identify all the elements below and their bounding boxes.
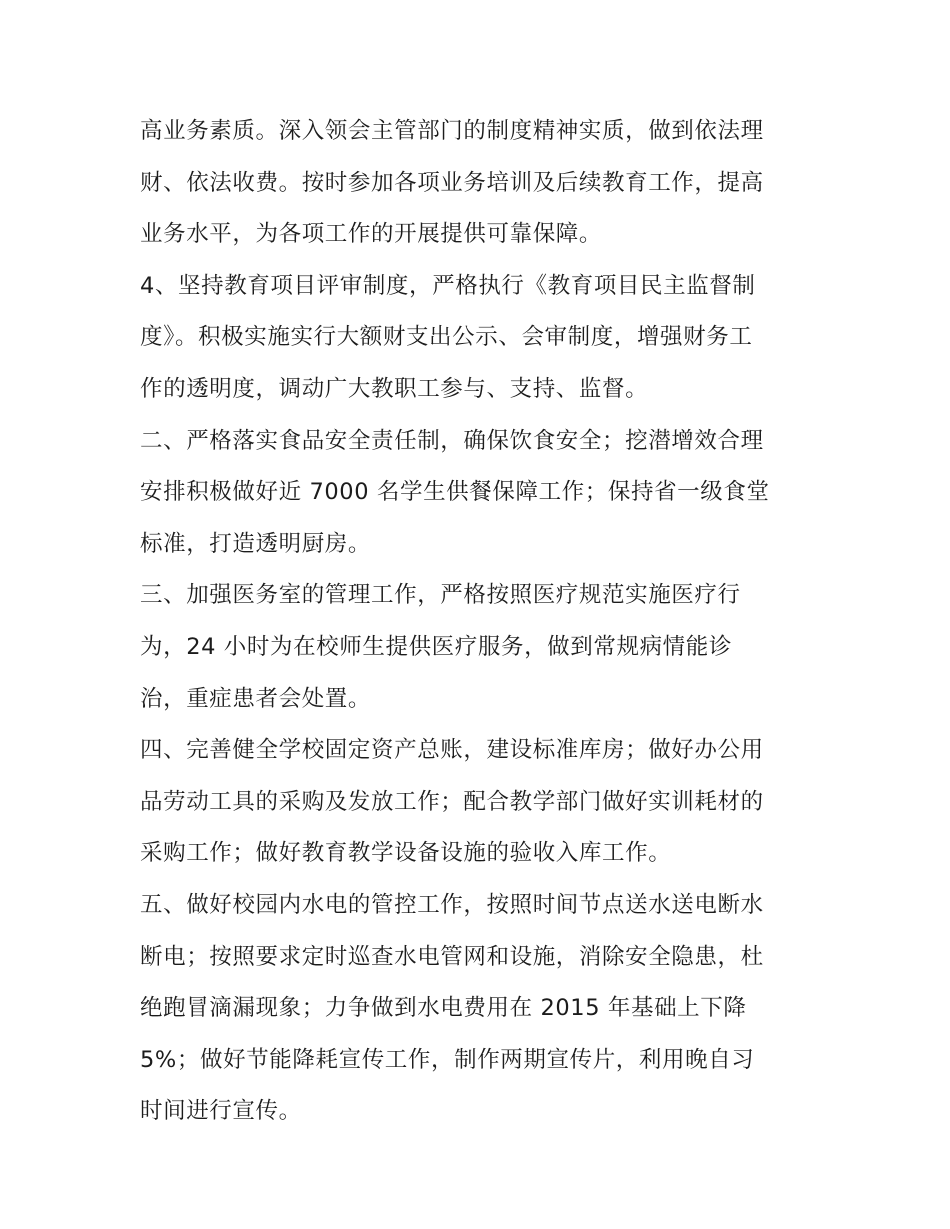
text-line-15: 采购工作；做好教育教学设备设施的验收入库工作。 (140, 840, 672, 867)
text-line-1: 高业务素质。深入领会主管部门的制度精神实质，做到依法理 (140, 118, 764, 144)
text-line-20: 时间进行宣传。 (140, 1098, 302, 1125)
text-line-4: 4、坚持教育项目评审制度，严格执行《教育项目民主监督制 (140, 272, 756, 299)
text-line-6: 作的透明度，调动广大教职工参与、支持、监督。 (140, 375, 649, 402)
text-line-19: 5%；做好节能降耗宣传工作，制作两期宣传片，利用晚自习 (140, 1046, 755, 1073)
text-line-18: 绝跑冒滴漏现象；力争做到水电费用在 2015 年基础上下降 (140, 995, 747, 1022)
text-line-14: 品劳动工具的采购及发放工作；配合教学部门做好实训耗材的 (140, 788, 764, 815)
text-line-9: 标准，打造透明厨房。 (140, 530, 372, 557)
document-body (140, 106, 820, 1138)
text-line-5: 度》。积极实施实行大额财支出公示、会审制度，增强财务工 (140, 324, 753, 351)
text-line-16: 五、做好校园内水电的管控工作，按照时间节点送水送电断水 (140, 891, 764, 918)
text-line-11: 为，24 小时为在校师生提供医疗服务，做到常规病情能诊 (140, 633, 732, 660)
text-line-13: 四、完善健全学校固定资产总账，建设标准库房；做好办公用 (140, 737, 764, 764)
text-line-8: 安排积极做好近 7000 名学生供餐保障工作；保持省一级食堂 (140, 479, 770, 506)
text-line-12: 治，重症患者会处置。 (140, 685, 372, 712)
text-line-3: 业务水平，为各项工作的开展提供可靠保障。 (140, 221, 603, 248)
text-line-17: 断电；按照要求定时巡查水电管网和设施，消除安全隐患，杜 (140, 943, 764, 970)
text-line-10: 三、加强医务室的管理工作，严格按照医疗规范实施医疗行 (140, 582, 741, 609)
text-line-7: 二、严格落实食品安全责任制，确保饮食安全；挖潜增效合理 (140, 427, 764, 454)
text-line-2: 财、依法收费。按时参加各项业务培训及后续教育工作，提高 (140, 169, 764, 196)
